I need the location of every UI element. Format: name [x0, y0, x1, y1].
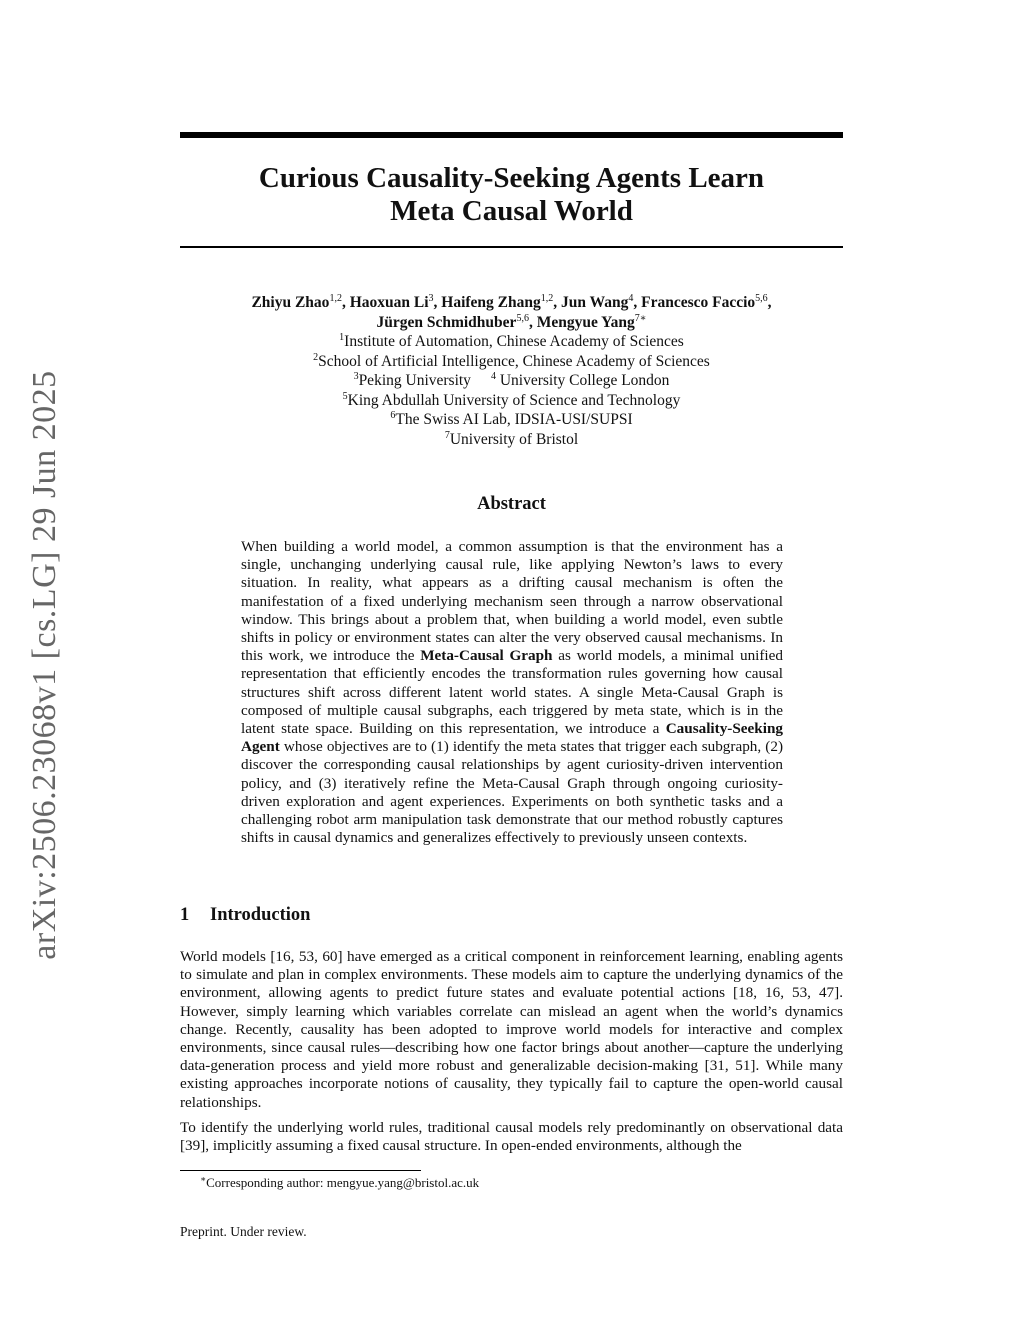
author-names: Zhiyu Zhao$^{1,2}$, Haoxuan Li$^3$, Haifeng Zhang$^{1,2}$, Jun Wang$^4$, Francesco Faccio$^{5,6}$, Jürgen Schmidhuber$^{5,6}$, Mengyue Yang$^{7∗}$	[251, 293, 772, 331]
introduction-body	[180, 948, 843, 1162]
title-top-rule	[180, 132, 843, 138]
paragraph: World models [16, 53, 60] have emerged as a critical component in reinforcement learning, enabling agents to simulate and plan in complex environments. These models aim to capture the underlying dynamics of the environment, allowing agents to predict future states and evaluate potential actions [18, 16, 53, 47]. However, simply learning which variables correlate can mislead an agent when the world’s dynamics change. Recently, causality has been adopted to improve world models for interactive and complex environments, since causal rules—describing how one factor brings about another—capture the underlying data-generation process and yield more robust and generalizable decision-making [31, 51]. While many existing approaches incorporate notions of causality, they typically fail to capture the open-world causal relationships.	[180, 948, 843, 1111]
affiliation: $^1$Institute of Automation, Chinese Academy of Sciences	[339, 332, 684, 350]
title-line-2: Meta Causal World	[390, 195, 633, 227]
affiliation: $^7$University of Bristol	[444, 429, 579, 448]
author-name: Zhiyu Zhao	[251, 294, 330, 311]
term-causality-seeking-agent: Causality-Seeking Agent	[241, 720, 783, 756]
author-name: Haoxuan Li	[349, 294, 429, 311]
author-name: Haifeng Zhang	[441, 294, 541, 311]
affiliation: $^3$Peking University $^4$ University College London	[353, 371, 670, 389]
section-title: Introduction	[210, 905, 311, 925]
author-block	[160, 293, 863, 449]
author-sup: 1,2	[329, 293, 342, 304]
arxiv-identifier: arXiv:2506.23068v1 [cs.LG] 29 Jun 2025	[26, 370, 63, 960]
author-name: Mengyue Yang	[536, 313, 635, 331]
affiliation: $^6$The Swiss AI Lab, IDSIA-USI/SUPSI	[390, 410, 633, 428]
author-name: Francesco Faccio	[641, 294, 756, 311]
author-name: Jun Wang	[561, 294, 629, 311]
author-name: Jürgen Schmidhuber	[376, 313, 517, 331]
author-sup: 4	[628, 293, 634, 304]
section-heading	[180, 905, 843, 926]
title-bottom-rule	[180, 246, 843, 248]
footnote-mark: ∗	[200, 1174, 207, 1184]
author-sup: 5,6	[516, 312, 529, 324]
title-line-1: Curious Causality-Seeking Agents Learn	[258, 162, 765, 194]
footnote-rule	[180, 1170, 421, 1171]
affiliation: $^5$King Abdullah University of Science and Technology	[342, 390, 681, 409]
affiliation: $^2$School of Artificial Intelligence, Chinese Academy of Sciences	[313, 351, 710, 370]
abstract-body: When building a world model, a common assumption is that the environment has a single, unchanging underlying causal rule, like applying Newton’s laws to every situation. In reality, what appears as a drifting causal mechanism is often the manifestation of a fixed underlying mechanism seen through a narrow observational window. This brings about a problem that, when building a world model, even subtle shifts in policy or environment states can alter the very observed causal mechanisms. In this work, we introduce the Meta-Causal Graph as world models, a minimal unified representation that efficiently encodes the transformation rules governing how causal structures shift across different latent world states. A single Meta-Causal Graph is composed of multiple causal subgraphs, each triggered by meta state, which is in the latent state space. Building on this representation, we introduce a Causality-Seeking Agent whose objectives are to (1) identify the meta states that trigger each subgraph, (2) discover the corresponding causal relationships by agent curiosity-driven intervention policy, and (3) iteratively refine the Meta-Causal Graph through ongoing curiosity-driven exploration and agent experiences. Experiments on both synthetic tasks and a challenging robot arm manipulation task demonstrate that our method robustly captures shifts in causal dynamics and generalizes effectively to previously unseen contexts.	[241, 538, 783, 847]
author-sup: 7∗	[634, 312, 647, 324]
author-sup: 5,6	[755, 293, 768, 304]
section-number: 1	[180, 905, 190, 925]
footnote	[200, 1175, 800, 1191]
author-sup: 3	[428, 293, 434, 304]
preprint-note: Preprint. Under review.	[180, 1224, 307, 1239]
term-meta-causal-graph: Meta-Causal Graph	[420, 647, 553, 665]
paragraph: To identify the underlying world rules, traditional causal models rely predominantly on observational data [39], implicitly assuming a fixed causal structure. In open-ended environments, although the	[180, 1118, 843, 1155]
footnote-text: Corresponding author: mengyue.yang@bristol.ac.uk	[206, 1175, 480, 1190]
abstract-heading: Abstract	[477, 494, 546, 514]
paper-title	[180, 162, 843, 228]
author-sup: 1,2	[540, 293, 554, 304]
